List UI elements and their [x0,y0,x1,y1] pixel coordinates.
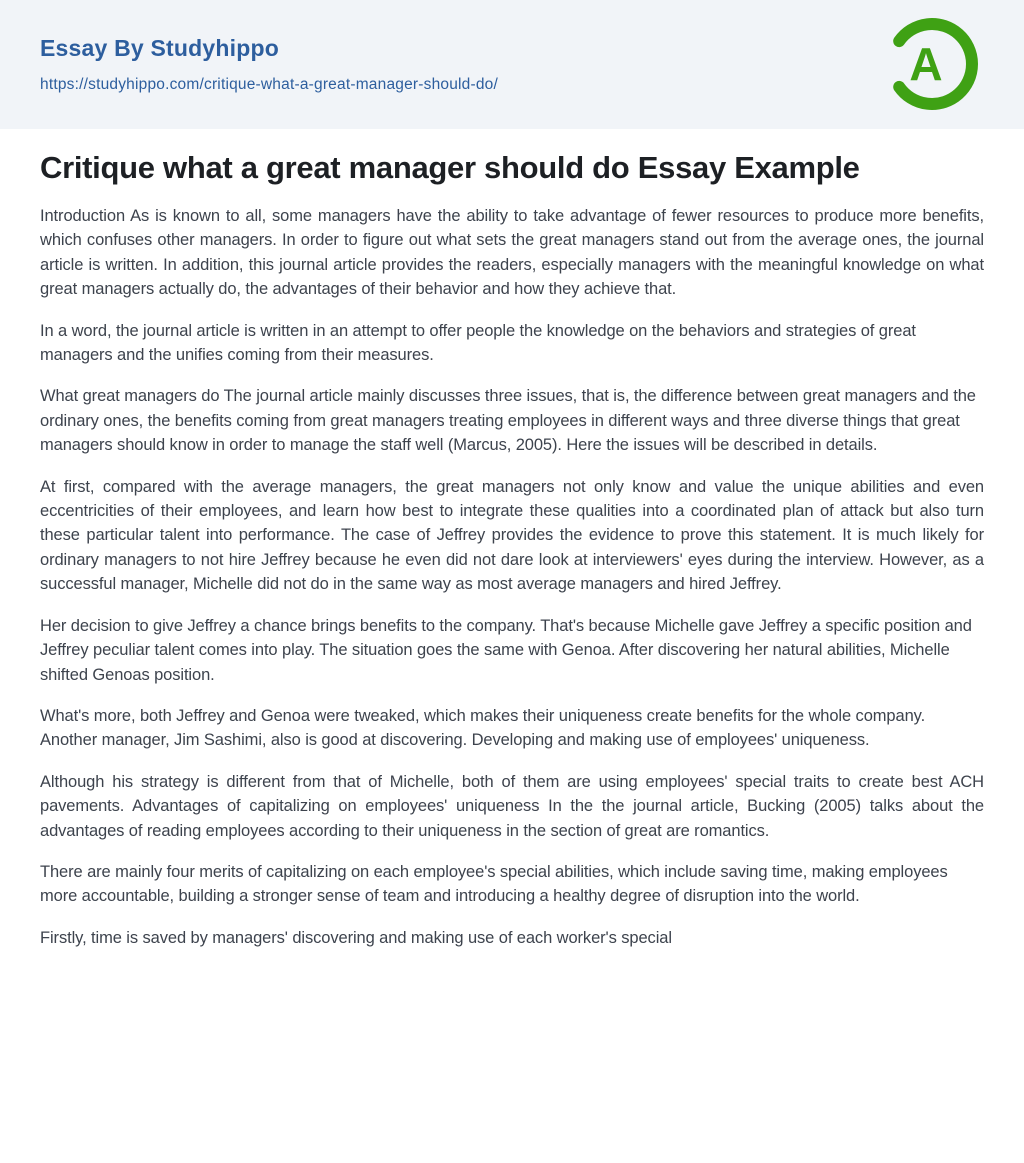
article-paragraph: Her decision to give Jeffrey a chance brings benefits to the company. That's because Michelle gave Jeffrey a specific position and Jeffrey peculiar talent comes into play. The situation goes the same with Genoa. After discovering her natural abilities, Michelle shifted Genoas position. [40,616,972,684]
article-paragraph: What's more, both Jeffrey and Genoa were tweaked, which makes their uniqueness create benefits for the whole company. Another manager, Jim Sashimi, also is good at discovering. Developing and making use of employees' uniqueness. [40,706,926,750]
article-paragraph: At first, compared with the average managers, the great managers not only know and value the unique abilities and even eccentricities of their employees, and learn how best to integrate these qualities into a coordinated plan of attack but also turn these particular talent into performance. The case of Jeffrey provides the evidence to prove this statement. It is much likely for ordinary managers to not hire Jeffrey because he even did not dare look at interviewers' eyes during the interview. However, as a successful manager, Michelle did not do in the same way as most average managers and hired Jeffrey. [40,477,984,594]
article-content [0,129,1024,950]
header-text-block [40,36,498,94]
page-header [0,0,1024,129]
article-body [40,204,984,950]
logo-letter: A [909,38,943,90]
article-paragraph: In a word, the journal article is written in an attempt to offer people the knowledge on the behaviors and strategies of great managers and the unifies coming from their measures. [40,321,916,365]
article-paragraph: There are mainly four merits of capitalizing on each employee's special abilities, which include saving time, making employees more accountable, building a stronger sense of team and introducing a healthy degree of disruption into the world. [40,862,948,906]
article-paragraph: Although his strategy is different from that of Michelle, both of them are using employees' special traits to create best ACH pavements. Advantages of capitalizing on employees' uniqueness In the the journal article, Bucking (2005) talks about the advantages of reading employees according to their uniqueness in the section of great are romantics. [40,772,984,840]
article-paragraph: Firstly, time is saved by managers' discovering and making use of each worker's special [40,928,672,947]
article-paragraph: What great managers do The journal article mainly discusses three issues, that is, the difference between great managers and the ordinary ones, the benefits coming from great managers treating employees in different ways and three diverse things that great managers should know in order to manage the staff well (Marcus, 2005). Here the issues will be described in details. [40,387,976,455]
article-paragraph: Introduction As is known to all, some managers have the ability to take advantage of fewer resources to produce more benefits, which confuses other managers. In order to figure out what sets the great managers stand out from the average ones, the journal article is written. In addition, this journal article provides the readers, especially managers with the meaningful knowledge on what great managers actually do, the advantages of their behavior and how they achieve that. [40,207,984,299]
studyhippo-logo-icon [880,12,984,116]
article-title: Critique what a great manager should do Essay Example [40,150,860,185]
site-title: Essay By Studyhippo [40,35,279,61]
article-url: https://studyhippo.com/critique-what-a-great-manager-should-do/ [40,76,499,94]
